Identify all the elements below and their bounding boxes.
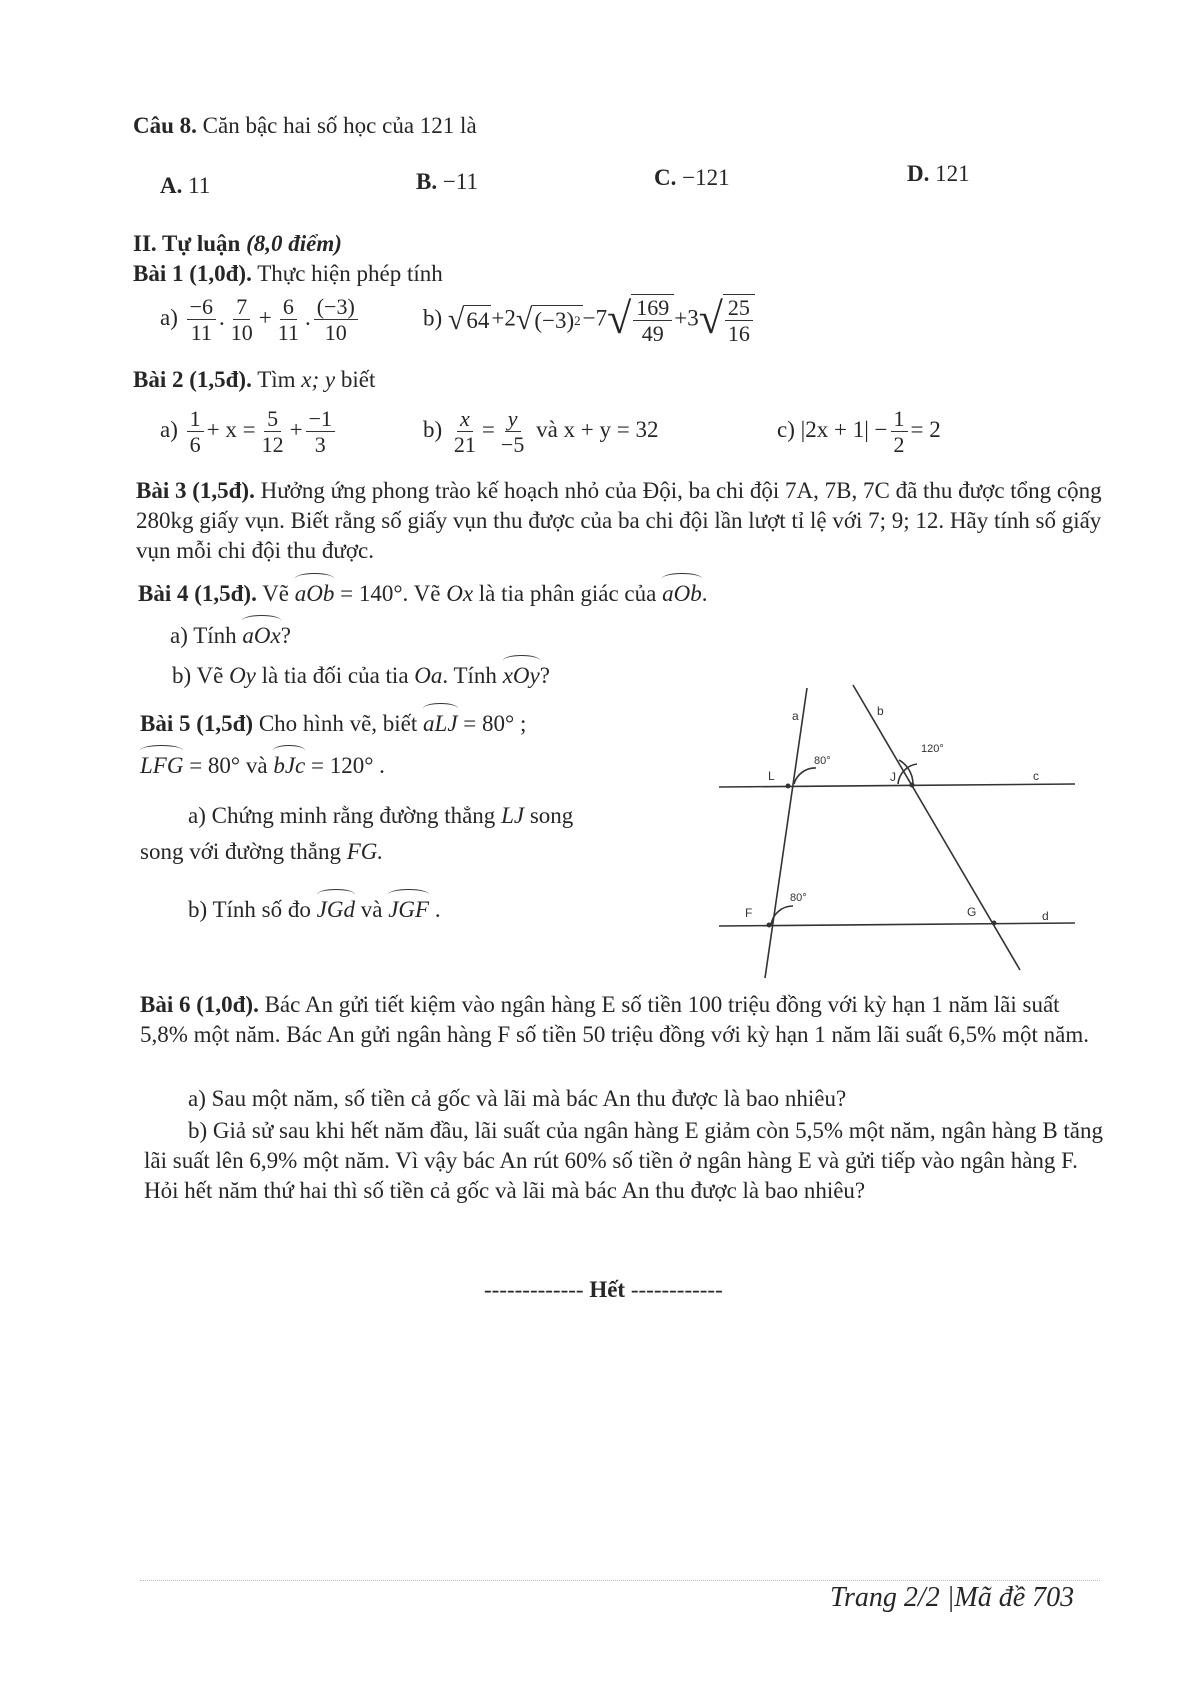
denominator: 3	[314, 432, 326, 457]
denominator: 2	[893, 432, 905, 457]
part-text: và	[360, 897, 383, 922]
page-number: Trang 2/2	[830, 1582, 940, 1613]
angle-label-J: 120°	[921, 743, 944, 755]
angle-label-L: 80°	[814, 755, 831, 767]
denominator: 10	[230, 320, 253, 345]
bai1-heading	[133, 260, 443, 288]
bai4-part-a	[170, 622, 291, 650]
denominator: 11	[277, 320, 299, 345]
problem-label: Bài 5 (1,5đ)	[140, 711, 254, 736]
problem-text: Hưởng ứng phong trào kế hoạch nhỏ của Đội, ba chi đội 7A, 7B, 7C đã thu được tổng cộng 280kg giấy vụn. Biết rằng số giấy vụn thu được của ba chi đội lần lượt tỉ lệ với 7; 9; 12. Hãy tính số giấy vụn mỗi chi đội thu được.	[136, 478, 1102, 563]
dashes: -------------	[484, 1277, 584, 1302]
option-letter: A.	[160, 173, 183, 198]
angle-value: = 80° và	[189, 753, 268, 778]
angle: JGF	[388, 897, 430, 922]
angle-value: = 120° .	[311, 753, 385, 778]
numerator: 25	[725, 295, 753, 321]
arc-angle-J-inner	[899, 760, 913, 784]
label-a: a	[792, 709, 799, 723]
bai2-part-c	[777, 406, 941, 457]
part-text: song với đường thẳng	[140, 839, 341, 864]
denominator: 6	[189, 432, 201, 457]
expression: |2x + 1| −	[800, 416, 888, 442]
option-b	[416, 168, 478, 196]
point-L	[786, 784, 791, 789]
problem-vars: x; y	[301, 367, 336, 392]
bai1-part-a: a) $\frac{-6}{11}$ . $\frac{7}{10}$ + $\frac{6}{11}$ . $\frac{(-3)}{10}$	[160, 294, 361, 345]
radicand: 64	[464, 305, 491, 335]
expression: + x =	[206, 416, 256, 442]
end-marker	[484, 1276, 723, 1304]
numerator: x	[457, 406, 473, 432]
denominator: 49	[641, 321, 664, 346]
problem-text: Bác An gửi tiết kiệm vào ngân hàng E số tiền 100 triệu đồng với kỳ hạn 1 năm lãi suất 5,8% một năm. Bác An gửi ngân hàng F số tiền 50 triệu đồng với kỳ hạn 1 năm lãi suất 6,5% một năm.	[140, 992, 1089, 1047]
fraction	[314, 294, 358, 345]
part-text: a) Chứng minh rằng đường thẳng	[188, 803, 496, 828]
coefficient: +2	[491, 305, 516, 331]
footer-rule	[140, 1580, 1100, 1581]
option-value: −11	[442, 169, 478, 194]
exam-code: |Mã đề 703	[946, 1582, 1075, 1613]
fraction	[259, 406, 287, 457]
angle: JGd	[316, 897, 355, 922]
point-J	[910, 783, 915, 788]
part-label: b)	[423, 305, 443, 331]
numerator: 7	[233, 294, 250, 320]
label-G: G	[967, 905, 977, 919]
part-label: b)	[423, 416, 443, 442]
problem-label: Bài 6 (1,0đ).	[140, 992, 259, 1017]
label-b: b	[877, 704, 884, 718]
option-c	[654, 164, 730, 192]
sqrt: √ (−3) 2	[515, 303, 581, 336]
numerator: −6	[187, 294, 216, 320]
numerator: 1	[891, 406, 908, 432]
fraction	[187, 406, 204, 457]
line-name: FG.	[346, 839, 384, 864]
angle-label-F: 80°	[790, 892, 807, 904]
denominator: 21	[453, 432, 476, 457]
fraction	[306, 406, 335, 457]
problem-text: Tìm	[257, 367, 296, 392]
option-letter: C.	[654, 165, 677, 190]
fraction	[275, 294, 302, 345]
question-text: Căn bậc hai số học của 121 là	[202, 113, 477, 138]
option-value: −121	[682, 165, 730, 190]
radicand: (−3)	[534, 307, 575, 333]
part-text: a) Sau một năm, số tiền cả gốc và lãi mà bác An thu được là bao nhiêu?	[188, 1086, 847, 1111]
bai3	[136, 476, 1106, 566]
ray: Ox	[446, 581, 474, 606]
part-text: . Tính	[442, 663, 497, 688]
bai4-part-b	[172, 662, 550, 690]
problem-text: Cho hình vẽ, biết	[258, 711, 418, 736]
sqrt: √ $\frac{169}{49}$	[607, 294, 674, 346]
angle: bJc	[273, 753, 306, 778]
problem-label: Bài 1 (1,0đ).	[133, 261, 252, 286]
line-b	[853, 685, 1020, 970]
denominator: −5	[500, 432, 525, 457]
denominator: 10	[324, 320, 347, 345]
option-value: 11	[188, 173, 211, 198]
label-d: d	[1042, 909, 1049, 923]
punctuation: ?	[280, 623, 291, 648]
footer	[830, 1582, 1074, 1614]
fraction	[891, 406, 908, 457]
fraction	[498, 406, 527, 457]
problem-text: Thực hiện phép tính	[257, 261, 443, 286]
part-label: a)	[160, 416, 178, 442]
ray: Oa	[414, 663, 443, 688]
part-text: b) Tính số đo	[188, 897, 311, 922]
punctuation: .	[434, 897, 441, 922]
angle: xOy	[502, 663, 540, 688]
bai2-part-b: b) $\frac{x}{21}$ = $\frac{y}{-5}$ và x + y = 32	[423, 406, 659, 457]
denominator: 12	[261, 432, 284, 457]
bai5-part-a	[188, 802, 573, 830]
bai6	[140, 990, 1100, 1050]
option-d	[907, 160, 970, 188]
numerator: 169	[633, 295, 672, 321]
label-J: J	[890, 770, 896, 784]
problem-text: biết	[340, 367, 376, 392]
arc-angle-L	[794, 768, 816, 784]
ray: Oy	[229, 663, 256, 688]
bai4-heading	[138, 580, 707, 608]
dashes: ------------	[630, 1277, 723, 1302]
sqrt: √ $\frac{25}{16}$	[699, 294, 755, 346]
section-points: (8,0 điểm)	[246, 231, 342, 256]
bai2-heading	[133, 366, 375, 394]
label-L: L	[768, 769, 775, 783]
question-label: Câu 8.	[133, 113, 197, 138]
section-title	[133, 230, 342, 258]
problem-text: = 140°. Vẽ	[340, 581, 441, 606]
angle: LFG	[140, 753, 184, 778]
coefficient: −7	[582, 305, 608, 331]
expression: và x + y = 32	[536, 416, 659, 442]
angle: aOb	[662, 581, 702, 606]
numerator: 5	[264, 406, 281, 432]
fraction	[228, 294, 256, 345]
option-letter: D.	[907, 161, 930, 186]
punctuation: .	[701, 581, 708, 606]
numerator: −1	[306, 406, 335, 432]
numerator: 6	[280, 294, 297, 320]
angle: aLJ	[423, 711, 458, 736]
line-a	[765, 688, 807, 978]
part-text: song	[529, 803, 574, 828]
angle: aOx	[242, 623, 281, 648]
denominator: 11	[190, 320, 212, 345]
bai5-givens	[140, 752, 385, 780]
label-c: c	[1033, 769, 1039, 783]
section-heading: II. Tự luận	[133, 231, 241, 256]
numerator: y	[505, 406, 521, 432]
bai1-part-b	[423, 294, 755, 346]
denominator: 16	[727, 321, 750, 346]
part-text: b) Vẽ	[172, 663, 224, 688]
problem-label: Bài 2 (1,5đ).	[133, 367, 252, 392]
exponent: 2	[574, 312, 581, 328]
part-label: a)	[160, 304, 178, 330]
bai5-part-a-cont	[140, 838, 383, 866]
fraction	[187, 294, 216, 345]
part-text: a) Tính	[170, 623, 237, 648]
part-text: b) Giả sử sau khi hết năm đầu, lãi suất của ngân hàng E giảm còn 5,5% một năm, ngân hàng B tăng lãi suất lên 6,9% một năm. Vì vậy bác An rút 60% số tiền ở ngân hàng E và gửi tiếp vào ngân hàng F. Hỏi hết năm thứ hai thì số tiền cả gốc và lãi mà bác An thu được là bao nhiêu?	[144, 1118, 1104, 1203]
option-letter: B.	[416, 169, 438, 194]
label-F: F	[745, 906, 753, 920]
end-text: Hết	[589, 1277, 626, 1302]
option-a	[160, 172, 210, 200]
bai2-part-a: a) $\frac{1}{6}$ + x = $\frac{5}{12}$ + $\frac{-1}{3}$	[160, 406, 338, 457]
bai5-part-b	[188, 896, 441, 924]
numerator: (−3)	[314, 294, 358, 320]
point-F	[767, 923, 772, 928]
sqrt: √ 64	[447, 303, 490, 336]
punctuation: ?	[539, 663, 550, 688]
problem-label: Bài 3 (1,5đ).	[136, 478, 255, 503]
bai5-heading	[140, 710, 526, 738]
point-G	[992, 921, 997, 926]
bai6-part-b	[144, 1116, 1104, 1206]
numerator: 1	[187, 406, 204, 432]
geometry-figure	[715, 680, 1085, 980]
option-value: 121	[935, 161, 970, 186]
problem-text: là tia phân giác của	[478, 581, 657, 606]
line-name: LJ	[501, 803, 525, 828]
part-label: c)	[777, 416, 795, 442]
coefficient: +3	[674, 305, 699, 331]
fraction	[451, 406, 479, 457]
part-text: là tia đối của tia	[261, 663, 409, 688]
angle: aOb	[294, 581, 335, 606]
expression: = 2	[910, 416, 941, 442]
bai6-part-a	[188, 1084, 1108, 1114]
angle-value: = 80° ;	[463, 711, 527, 736]
problem-text: Vẽ	[262, 581, 290, 606]
line-c	[719, 784, 1075, 787]
question-8	[133, 112, 477, 140]
problem-label: Bài 4 (1,5đ).	[138, 581, 257, 606]
